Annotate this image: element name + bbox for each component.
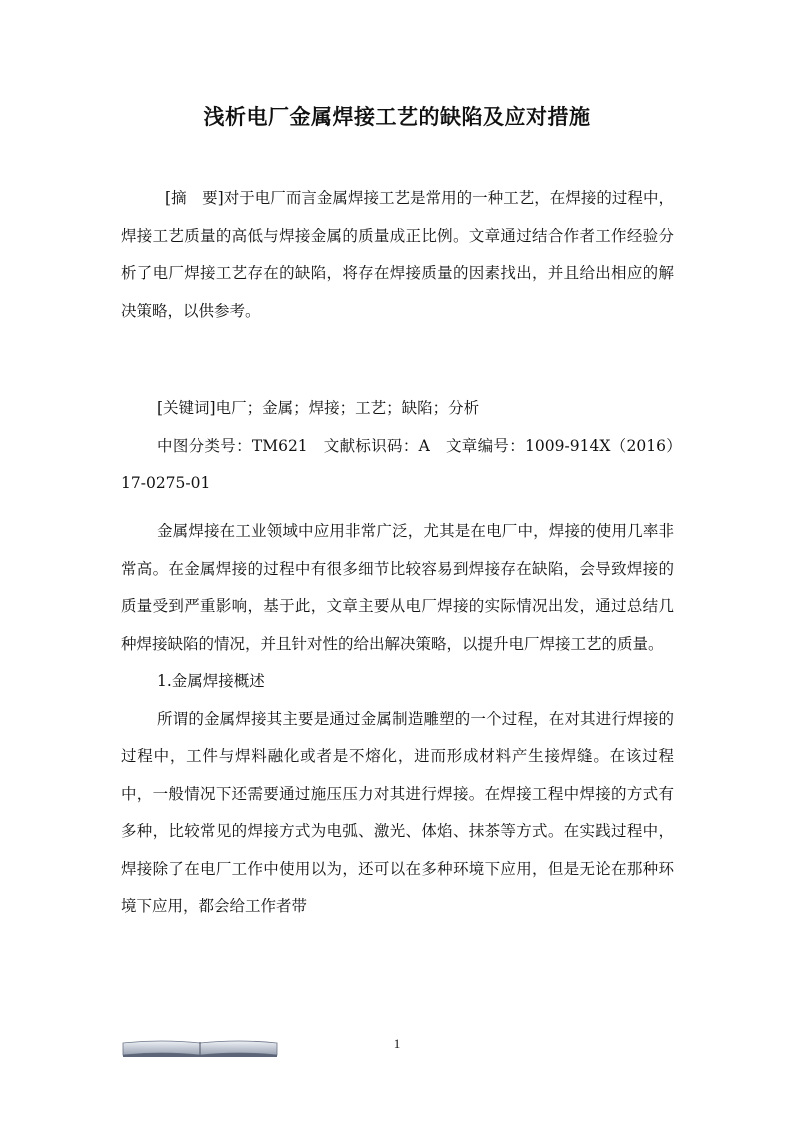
abstract-section [121, 180, 674, 330]
keywords-section [121, 390, 674, 503]
article-body [121, 513, 674, 926]
page-number: 1 [393, 1036, 401, 1051]
body-paragraph: 所谓的金属焊接其主要是通过金属制造雕塑的一个过程，在对其进行焊接的过程中，工件与焊料融化或者是不熔化，进而形成材料产生接焊缝。在该过程中，一般情况下还需要通过施压压力对其进行焊接。在焊接工程中焊接的方式有多种，比较常见的焊接方式为电弧、激光、体焰、抹茶等方式。在实践过程中，焊接除了在电厂工作中使用以为，还可以在多种环境下应用，但是无论在那种环境下应用，都会给工作者带 [121, 709, 674, 915]
body-paragraph: 金属焊接在工业领域中应用非常广泛，尤其是在电厂中，焊接的使用几率非常高。在金属焊接的过程中有很多细节比较容易到焊接存在缺陷，会导致焊接的质量受到严重影响，基于此，文章主要从电厂焊接的实际情况出发，通过总结几种焊接缺陷的情况，并且针对性的给出解决策略，以提升电厂焊接工艺的质量。 [121, 522, 674, 653]
keywords-text: [关键词]电厂；金属；焊接；工艺；缺陷；分析 [157, 399, 480, 417]
page-title: 浅析电厂金属焊接工艺的缺陷及应对措施 [203, 105, 591, 129]
section-heading: 1.金属焊接概述 [157, 672, 265, 690]
classification-text: 中图分类号：TM621 文献标识码：A 文章编号：1009-914X（2016）17-0275-01 [121, 436, 674, 492]
abstract-text: [摘 要]对于电厂而言金属焊接工艺是常用的一种工艺，在焊接的过程中，焊接工艺质量的高低与焊接金属的质量成正比例。文章通过结合作者工作经验分析了电厂焊接工艺存在的缺陷，将存在焊接质量的因素找出，并且给出相应的解决策略，以供参考。 [121, 189, 674, 320]
